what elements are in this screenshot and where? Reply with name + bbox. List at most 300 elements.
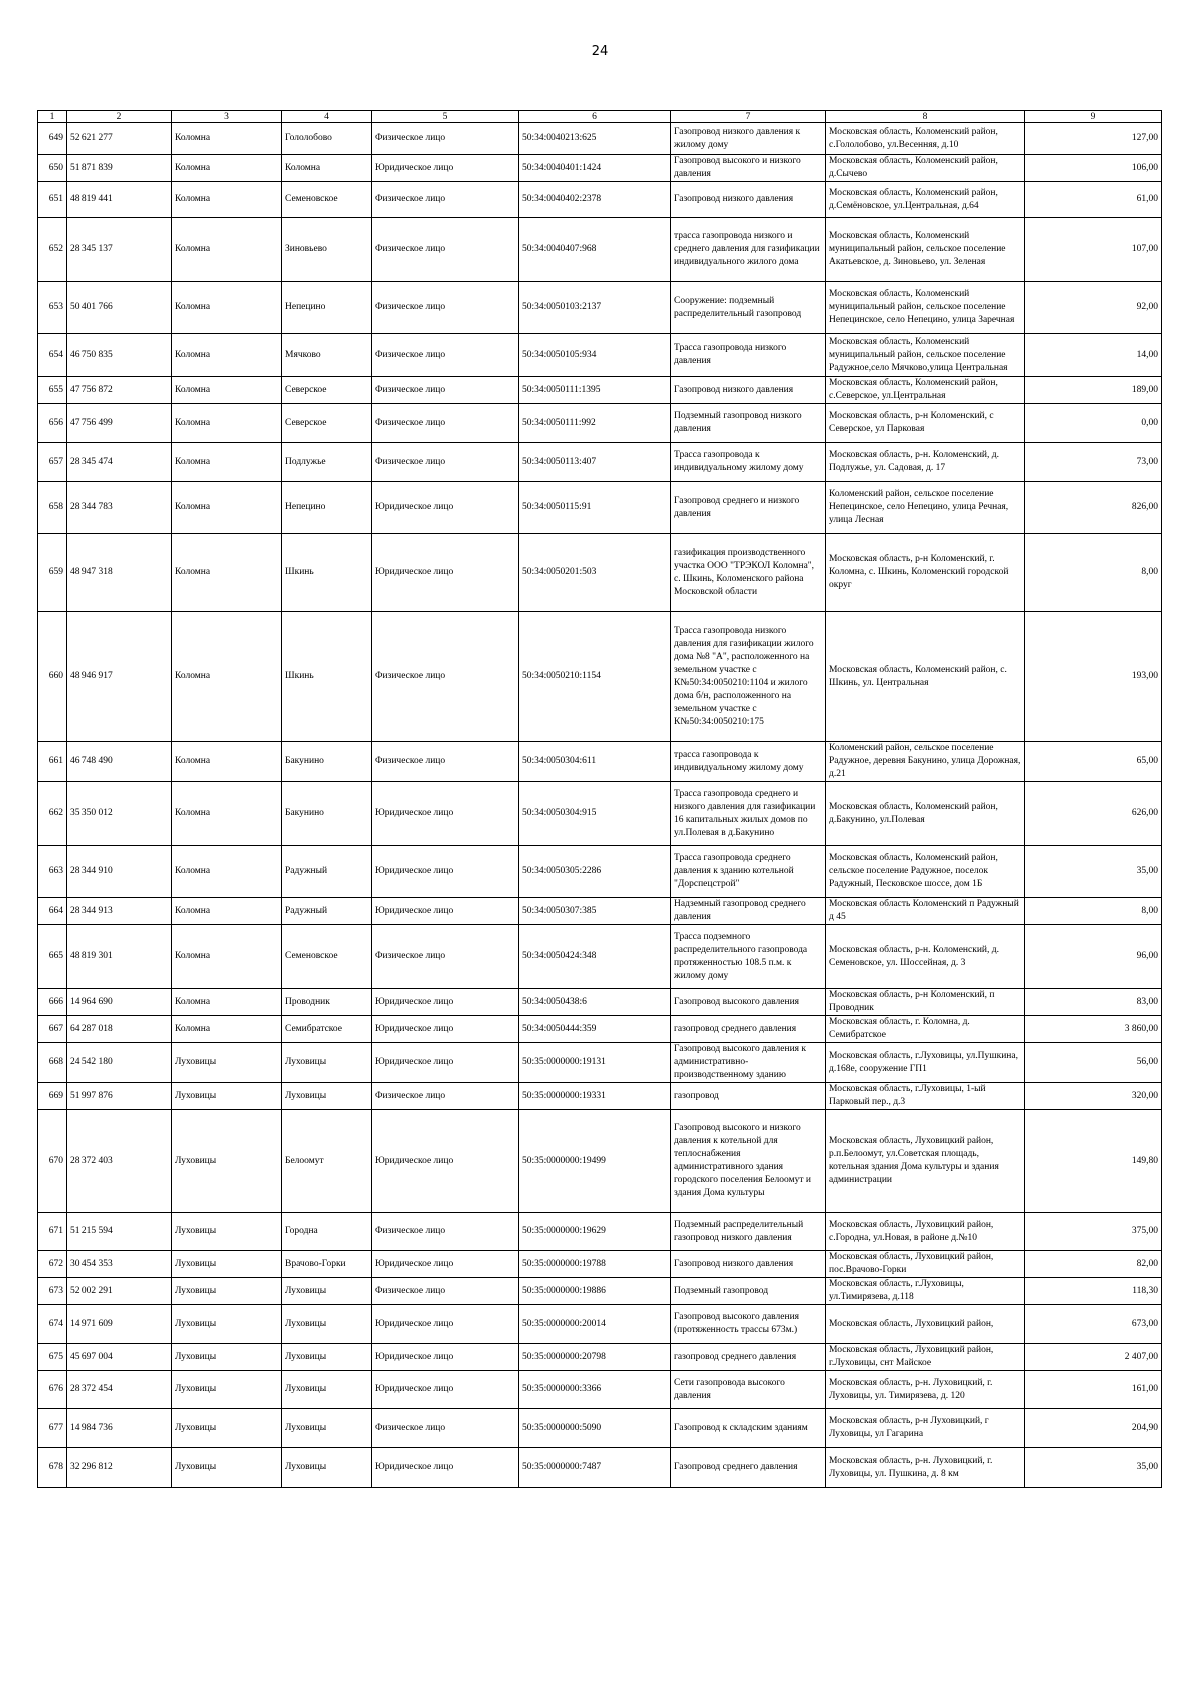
row-number: 662 <box>38 782 67 846</box>
locality: Врачово-Горки <box>282 1251 372 1278</box>
object-id: 51 997 876 <box>67 1083 172 1110</box>
object-description: Газопровод среднего давления <box>671 1448 826 1488</box>
object-length: 2 407,00 <box>1025 1344 1162 1371</box>
district: Луховицы <box>172 1251 282 1278</box>
owner-type: Юридическое лицо <box>372 1110 519 1213</box>
owner-type: Юридическое лицо <box>372 1371 519 1409</box>
district: Коломна <box>172 123 282 155</box>
district: Коломна <box>172 898 282 925</box>
district: Луховицы <box>172 1213 282 1251</box>
object-id: 28 345 474 <box>67 443 172 482</box>
district: Коломна <box>172 377 282 404</box>
row-number: 651 <box>38 182 67 218</box>
row-number: 657 <box>38 443 67 482</box>
object-id: 51 871 839 <box>67 155 172 182</box>
object-id: 52 002 291 <box>67 1278 172 1305</box>
locality: Луховицы <box>282 1043 372 1083</box>
cadastral-number: 50:35:0000000:19131 <box>519 1043 671 1083</box>
object-id: 28 372 403 <box>67 1110 172 1213</box>
owner-type: Физическое лицо <box>372 123 519 155</box>
header-row <box>38 111 1162 123</box>
col-header: 5 <box>372 111 519 123</box>
object-id: 46 750 835 <box>67 334 172 377</box>
cadastral-number: 50:35:0000000:3366 <box>519 1371 671 1409</box>
owner-type: Физическое лицо <box>372 218 519 282</box>
object-length: 65,00 <box>1025 742 1162 782</box>
locality: Семибратское <box>282 1016 372 1043</box>
object-id: 28 344 783 <box>67 482 172 534</box>
object-length: 375,00 <box>1025 1213 1162 1251</box>
row-number: 660 <box>38 612 67 742</box>
owner-type: Юридическое лицо <box>372 1251 519 1278</box>
object-length: 127,00 <box>1025 123 1162 155</box>
cadastral-number: 50:34:0050444:359 <box>519 1016 671 1043</box>
district: Луховицы <box>172 1083 282 1110</box>
locality: Непецино <box>282 282 372 334</box>
row-number: 659 <box>38 534 67 612</box>
object-length: 118,30 <box>1025 1278 1162 1305</box>
owner-type: Юридическое лицо <box>372 155 519 182</box>
object-length: 35,00 <box>1025 1448 1162 1488</box>
object-length: 193,00 <box>1025 612 1162 742</box>
cadastral-number: 50:35:0000000:19499 <box>519 1110 671 1213</box>
table-row <box>38 1083 1162 1110</box>
cadastral-number: 50:34:0050111:1395 <box>519 377 671 404</box>
object-description: Газопровод высокого давления к административно-производственному зданию <box>671 1043 826 1083</box>
object-address: Московская область, р-н Коломенский, г. Коломна, с. Шкинь, Коломенский городской округ <box>826 534 1025 612</box>
table-row <box>38 155 1162 182</box>
locality: Коломна <box>282 155 372 182</box>
object-description: Газопровод к складским зданиям <box>671 1409 826 1448</box>
owner-type: Физическое лицо <box>372 334 519 377</box>
locality: Луховицы <box>282 1371 372 1409</box>
table-row <box>38 182 1162 218</box>
cadastral-number: 50:34:0040401:1424 <box>519 155 671 182</box>
district: Луховицы <box>172 1344 282 1371</box>
page-number: 24 <box>591 44 609 59</box>
row-number: 653 <box>38 282 67 334</box>
cadastral-number: 50:35:0000000:19629 <box>519 1213 671 1251</box>
district: Коломна <box>172 612 282 742</box>
table-row <box>38 1043 1162 1083</box>
object-address: Московская область, Коломенский район, с.Гололобово, ул.Весенняя, д.10 <box>826 123 1025 155</box>
locality: Городна <box>282 1213 372 1251</box>
row-number: 677 <box>38 1409 67 1448</box>
owner-type: Физическое лицо <box>372 377 519 404</box>
locality: Северское <box>282 404 372 443</box>
table-row <box>38 282 1162 334</box>
owner-type: Юридическое лицо <box>372 534 519 612</box>
owner-type: Юридическое лицо <box>372 898 519 925</box>
cadastral-number: 50:34:0050103:2137 <box>519 282 671 334</box>
table-row <box>38 218 1162 282</box>
district: Коломна <box>172 989 282 1016</box>
locality: Шкинь <box>282 612 372 742</box>
object-id: 28 344 910 <box>67 846 172 898</box>
row-number: 661 <box>38 742 67 782</box>
row-number: 674 <box>38 1305 67 1344</box>
object-length: 320,00 <box>1025 1083 1162 1110</box>
row-number: 672 <box>38 1251 67 1278</box>
cadastral-number: 50:35:0000000:7487 <box>519 1448 671 1488</box>
object-length: 3 860,00 <box>1025 1016 1162 1043</box>
table-row <box>38 377 1162 404</box>
cadastral-number: 50:35:0000000:19788 <box>519 1251 671 1278</box>
object-address: Московская область, Луховицкий район, г.Луховицы, снт Майское <box>826 1344 1025 1371</box>
owner-type: Физическое лицо <box>372 1409 519 1448</box>
owner-type: Юридическое лицо <box>372 1043 519 1083</box>
object-description: Трасса газопровода среднего и низкого давления для газификации 16 капитальных жилых домов по ул.Полевая в д.Бакунино <box>671 782 826 846</box>
registry-table <box>37 110 1162 1488</box>
table-row <box>38 404 1162 443</box>
object-length: 82,00 <box>1025 1251 1162 1278</box>
district: Коломна <box>172 482 282 534</box>
row-number: 649 <box>38 123 67 155</box>
locality: Шкинь <box>282 534 372 612</box>
object-description: Газопровод высокого и низкого давления к котельной для теплоснабжения административного здания городского поселения Белоомут и здания Дома культуры <box>671 1110 826 1213</box>
district: Луховицы <box>172 1409 282 1448</box>
row-number: 656 <box>38 404 67 443</box>
table-row <box>38 1213 1162 1251</box>
object-address: Московская область, р-н Коломенский, п Проводник <box>826 989 1025 1016</box>
owner-type: Физическое лицо <box>372 1278 519 1305</box>
object-id: 50 401 766 <box>67 282 172 334</box>
object-address: Коломенский район, сельское поселение Непецинское, село Непецино, улица Речная, улица Лесная <box>826 482 1025 534</box>
district: Луховицы <box>172 1043 282 1083</box>
object-address: Московская область Коломенский п Радужный д 45 <box>826 898 1025 925</box>
owner-type: Юридическое лицо <box>372 782 519 846</box>
row-number: 670 <box>38 1110 67 1213</box>
object-address: Московская область, г.Луховицы, ул.Тимирязева, д.118 <box>826 1278 1025 1305</box>
object-description: Газопровод низкого давления к жилому дому <box>671 123 826 155</box>
object-id: 64 287 018 <box>67 1016 172 1043</box>
object-id: 47 756 499 <box>67 404 172 443</box>
row-number: 675 <box>38 1344 67 1371</box>
cadastral-number: 50:34:0050304:915 <box>519 782 671 846</box>
locality: Непецино <box>282 482 372 534</box>
owner-type: Юридическое лицо <box>372 989 519 1016</box>
object-id: 51 215 594 <box>67 1213 172 1251</box>
object-address: Московская область, Коломенский муниципальный район, сельское поселение Акатьевское, д. Зиновьево, ул. Зеленая <box>826 218 1025 282</box>
object-id: 47 756 872 <box>67 377 172 404</box>
locality: Луховицы <box>282 1448 372 1488</box>
object-id: 48 946 917 <box>67 612 172 742</box>
object-id: 46 748 490 <box>67 742 172 782</box>
table-header <box>38 111 1162 123</box>
locality: Проводник <box>282 989 372 1016</box>
object-id: 14 984 736 <box>67 1409 172 1448</box>
object-id: 24 542 180 <box>67 1043 172 1083</box>
object-address: Московская область, Луховицкий район, с.Городна, ул.Новая, в районе д.№10 <box>826 1213 1025 1251</box>
object-address: Московская область, р-н. Луховицкий, г. Луховицы, ул. Пушкина, д. 8 км <box>826 1448 1025 1488</box>
object-address: Московская область, р-н Луховицкий, г Луховицы, ул Гагарина <box>826 1409 1025 1448</box>
cadastral-number: 50:34:0050115:91 <box>519 482 671 534</box>
object-address: Московская область, г. Коломна, д. Семибратское <box>826 1016 1025 1043</box>
row-number: 650 <box>38 155 67 182</box>
table-row <box>38 1251 1162 1278</box>
object-id: 28 345 137 <box>67 218 172 282</box>
table-row <box>38 123 1162 155</box>
object-description: Подземный газопровод низкого давления <box>671 404 826 443</box>
object-id: 48 819 441 <box>67 182 172 218</box>
object-description: газопровод <box>671 1083 826 1110</box>
cadastral-number: 50:34:0040213:625 <box>519 123 671 155</box>
table-row <box>38 482 1162 534</box>
district: Коломна <box>172 925 282 989</box>
object-id: 30 454 353 <box>67 1251 172 1278</box>
cadastral-number: 50:35:0000000:20798 <box>519 1344 671 1371</box>
object-description: Газопровод низкого давления <box>671 377 826 404</box>
object-description: трасса газопровода низкого и среднего давления для газификации индивидуального жилого дома <box>671 218 826 282</box>
district: Коломна <box>172 782 282 846</box>
object-address: Московская область, Луховицкий район, р.п.Белоомут, ул.Советская площадь, котельная здания Дома культуры и здания администрации <box>826 1110 1025 1213</box>
row-number: 658 <box>38 482 67 534</box>
district: Луховицы <box>172 1305 282 1344</box>
object-description: газопровод среднего давления <box>671 1344 826 1371</box>
object-length: 96,00 <box>1025 925 1162 989</box>
cadastral-number: 50:34:0040407:968 <box>519 218 671 282</box>
object-address: Московская область, Коломенский район, д.Семёновское, ул.Центральная, д.64 <box>826 182 1025 218</box>
object-length: 106,00 <box>1025 155 1162 182</box>
object-length: 161,00 <box>1025 1371 1162 1409</box>
object-id: 35 350 012 <box>67 782 172 846</box>
owner-type: Физическое лицо <box>372 612 519 742</box>
object-length: 83,00 <box>1025 989 1162 1016</box>
object-address: Коломенский район, сельское поселение Радужное, деревня Бакунино, улица Дорожная, д.21 <box>826 742 1025 782</box>
object-description: газификация производственного участка ООО "ТРЭКОЛ Коломна", с. Шкинь, Коломенского района Московской области <box>671 534 826 612</box>
object-length: 14,00 <box>1025 334 1162 377</box>
object-id: 48 819 301 <box>67 925 172 989</box>
object-length: 204,90 <box>1025 1409 1162 1448</box>
object-description: Газопровод высокого давления (протяженность трассы 673м.) <box>671 1305 826 1344</box>
table-row <box>38 742 1162 782</box>
object-address: Московская область, р-н. Коломенский, д. Подлужье, ул. Садовая, д. 17 <box>826 443 1025 482</box>
table-row <box>38 1278 1162 1305</box>
table-row <box>38 1448 1162 1488</box>
row-number: 669 <box>38 1083 67 1110</box>
object-description: Газопровод среднего и низкого давления <box>671 482 826 534</box>
cadastral-number: 50:34:0050111:992 <box>519 404 671 443</box>
owner-type: Юридическое лицо <box>372 1448 519 1488</box>
object-length: 61,00 <box>1025 182 1162 218</box>
object-address: Московская область, Коломенский район, д.Сычево <box>826 155 1025 182</box>
locality: Луховицы <box>282 1305 372 1344</box>
owner-type: Физическое лицо <box>372 282 519 334</box>
row-number: 652 <box>38 218 67 282</box>
table-row <box>38 1409 1162 1448</box>
locality: Радужный <box>282 846 372 898</box>
object-length: 56,00 <box>1025 1043 1162 1083</box>
object-description: Трасса газопровода низкого давления для газификации жилого дома №8 "А", расположенного на земельном участке с К№50:34:0050210:1104 и жилого дома б/н, расположенного на земельном участке с К№50:34:0050210:175 <box>671 612 826 742</box>
table-row <box>38 534 1162 612</box>
table-row <box>38 1344 1162 1371</box>
cadastral-number: 50:34:0040402:2378 <box>519 182 671 218</box>
object-length: 73,00 <box>1025 443 1162 482</box>
object-length: 149,80 <box>1025 1110 1162 1213</box>
table-row <box>38 612 1162 742</box>
object-address: Московская область, р-н. Луховицкий, г. Луховицы, ул. Тимирязева, д. 120 <box>826 1371 1025 1409</box>
cadastral-number: 50:35:0000000:19886 <box>519 1278 671 1305</box>
owner-type: Физическое лицо <box>372 925 519 989</box>
cadastral-number: 50:34:0050201:503 <box>519 534 671 612</box>
object-address: Московская область, Коломенский район, с.Северское, ул.Центральная <box>826 377 1025 404</box>
owner-type: Физическое лицо <box>372 443 519 482</box>
table-body <box>38 123 1162 1488</box>
row-number: 676 <box>38 1371 67 1409</box>
row-number: 665 <box>38 925 67 989</box>
object-address: Московская область, Луховицкий район, пос.Врачово-Горки <box>826 1251 1025 1278</box>
object-address: Московская область, Коломенский район, д.Бакунино, ул.Полевая <box>826 782 1025 846</box>
district: Коломна <box>172 155 282 182</box>
owner-type: Юридическое лицо <box>372 1344 519 1371</box>
owner-type: Физическое лицо <box>372 1083 519 1110</box>
locality: Бакунино <box>282 782 372 846</box>
row-number: 663 <box>38 846 67 898</box>
locality: Семеновское <box>282 925 372 989</box>
object-description: Подземный газопровод <box>671 1278 826 1305</box>
locality: Бакунино <box>282 742 372 782</box>
owner-type: Юридическое лицо <box>372 1016 519 1043</box>
district: Коломна <box>172 534 282 612</box>
locality: Луховицы <box>282 1083 372 1110</box>
table-row <box>38 443 1162 482</box>
row-number: 667 <box>38 1016 67 1043</box>
cadastral-number: 50:34:0050113:407 <box>519 443 671 482</box>
locality: Северское <box>282 377 372 404</box>
cadastral-number: 50:34:0050424:348 <box>519 925 671 989</box>
col-header: 8 <box>826 111 1025 123</box>
object-description: газопровод среднего давления <box>671 1016 826 1043</box>
object-description: Газопровод низкого давления <box>671 182 826 218</box>
district: Коломна <box>172 334 282 377</box>
owner-type: Физическое лицо <box>372 742 519 782</box>
col-header: 3 <box>172 111 282 123</box>
table-row <box>38 782 1162 846</box>
table-row <box>38 334 1162 377</box>
object-description: Сети газопровода высокого давления <box>671 1371 826 1409</box>
table-row <box>38 1016 1162 1043</box>
object-length: 826,00 <box>1025 482 1162 534</box>
locality: Луховицы <box>282 1409 372 1448</box>
row-number: 668 <box>38 1043 67 1083</box>
col-header: 1 <box>38 111 67 123</box>
district: Луховицы <box>172 1278 282 1305</box>
object-length: 8,00 <box>1025 898 1162 925</box>
col-header: 2 <box>67 111 172 123</box>
object-length: 189,00 <box>1025 377 1162 404</box>
row-number: 655 <box>38 377 67 404</box>
object-address: Московская область, р-н Коломенский, с Северское, ул Парковая <box>826 404 1025 443</box>
cadastral-number: 50:34:0050305:2286 <box>519 846 671 898</box>
district: Коломна <box>172 742 282 782</box>
table-row <box>38 898 1162 925</box>
object-id: 28 344 913 <box>67 898 172 925</box>
object-address: Московская область, Коломенский муниципальный район, сельское поселение Непецинское, село Непецино, улица Заречная <box>826 282 1025 334</box>
table-row <box>38 1305 1162 1344</box>
table-row <box>38 846 1162 898</box>
owner-type: Физическое лицо <box>372 1213 519 1251</box>
locality: Зиновьево <box>282 218 372 282</box>
col-header: 7 <box>671 111 826 123</box>
object-id: 28 372 454 <box>67 1371 172 1409</box>
object-description: Газопровод высокого и низкого давления <box>671 155 826 182</box>
object-id: 45 697 004 <box>67 1344 172 1371</box>
district: Коломна <box>172 218 282 282</box>
col-header: 4 <box>282 111 372 123</box>
object-description: Подземный распределительный газопровод низкого давления <box>671 1213 826 1251</box>
object-id: 52 621 277 <box>67 123 172 155</box>
object-id: 14 971 609 <box>67 1305 172 1344</box>
object-length: 8,00 <box>1025 534 1162 612</box>
object-address: Московская область, Коломенский район, с. Шкинь, ул. Центральная <box>826 612 1025 742</box>
cadastral-number: 50:35:0000000:5090 <box>519 1409 671 1448</box>
object-length: 35,00 <box>1025 846 1162 898</box>
locality: Луховицы <box>282 1344 372 1371</box>
object-description: Сооружение: подземный распределительный газопровод <box>671 282 826 334</box>
owner-type: Юридическое лицо <box>372 846 519 898</box>
object-description: Газопровод высокого давления <box>671 989 826 1016</box>
row-number: 666 <box>38 989 67 1016</box>
district: Коломна <box>172 404 282 443</box>
object-address: Московская область, Коломенский муниципальный район, сельское поселение Радужное,село Мячково,улица Центральная <box>826 334 1025 377</box>
district: Луховицы <box>172 1110 282 1213</box>
object-length: 0,00 <box>1025 404 1162 443</box>
owner-type: Физическое лицо <box>372 404 519 443</box>
locality: Семеновское <box>282 182 372 218</box>
cadastral-number: 50:35:0000000:19331 <box>519 1083 671 1110</box>
table-row <box>38 989 1162 1016</box>
cadastral-number: 50:34:0050210:1154 <box>519 612 671 742</box>
object-address: Московская область, р-н. Коломенский, д. Семеновское, ул. Шоссейная, д. 3 <box>826 925 1025 989</box>
object-address: Московская область, г.Луховицы, 1-ый Парковый пер., д.3 <box>826 1083 1025 1110</box>
cadastral-number: 50:34:0050307:385 <box>519 898 671 925</box>
row-number: 671 <box>38 1213 67 1251</box>
col-header: 6 <box>519 111 671 123</box>
object-length: 673,00 <box>1025 1305 1162 1344</box>
row-number: 654 <box>38 334 67 377</box>
col-header: 9 <box>1025 111 1162 123</box>
object-address: Московская область, Коломенский район, сельское поселение Радужное, поселок Радужный, Песковское шоссе, дом 1Б <box>826 846 1025 898</box>
object-description: Трасса подземного распределительного газопровода протяженностью 108.5 п.м. к жилому дому <box>671 925 826 989</box>
district: Луховицы <box>172 1371 282 1409</box>
owner-type: Юридическое лицо <box>372 482 519 534</box>
district: Луховицы <box>172 1448 282 1488</box>
cadastral-number: 50:34:0050105:934 <box>519 334 671 377</box>
district: Коломна <box>172 182 282 218</box>
object-description: Надземный газопровод среднего давления <box>671 898 826 925</box>
object-description: Трасса газопровода низкого давления <box>671 334 826 377</box>
row-number: 678 <box>38 1448 67 1488</box>
owner-type: Физическое лицо <box>372 182 519 218</box>
object-length: 107,00 <box>1025 218 1162 282</box>
locality: Мячково <box>282 334 372 377</box>
table-row <box>38 1110 1162 1213</box>
table-row <box>38 1371 1162 1409</box>
object-description: Газопровод низкого давления <box>671 1251 826 1278</box>
table-row <box>38 925 1162 989</box>
row-number: 664 <box>38 898 67 925</box>
locality: Гололобово <box>282 123 372 155</box>
locality: Белоомут <box>282 1110 372 1213</box>
object-address: Московская область, Луховицкий район, <box>826 1305 1025 1344</box>
object-id: 14 964 690 <box>67 989 172 1016</box>
district: Коломна <box>172 282 282 334</box>
object-length: 626,00 <box>1025 782 1162 846</box>
locality: Луховицы <box>282 1278 372 1305</box>
object-id: 48 947 318 <box>67 534 172 612</box>
locality: Подлужье <box>282 443 372 482</box>
locality: Радужный <box>282 898 372 925</box>
